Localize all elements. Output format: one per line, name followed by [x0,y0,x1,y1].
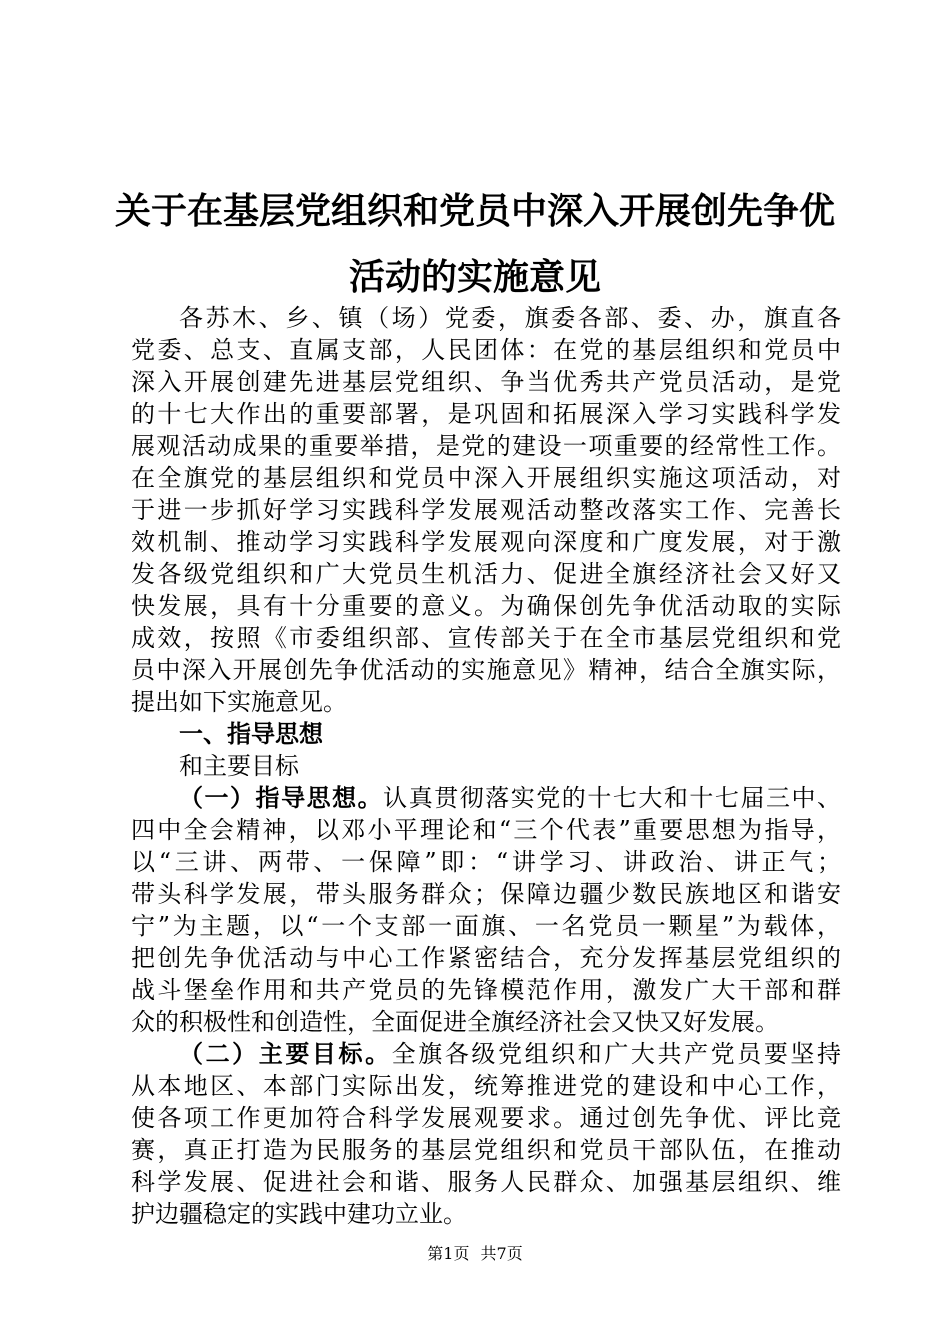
paragraph-line [131,782,841,814]
page-total: 共7页 [480,1244,523,1263]
document-title-line-2: 活动的实施意见 [348,257,601,298]
paragraph-line: 成效，按照《市委组织部、宣传部关于在全市基层党组织和党 [131,624,841,652]
paragraph-line: 宁”为主题，以“一个支部一面旗、一名党员一颗星”为载体， [131,912,841,940]
paragraph-line: 以“三讲、两带、一保障”即：“讲学习、讲政治、讲正气； [131,848,841,876]
page-number: 第1页 [427,1244,470,1263]
guiding-ideology-paragraph [131,782,841,1038]
paragraph-line: 四中全会精神，以邓小平理论和“三个代表”重要思想为指导， [131,816,841,844]
paragraph-line [131,1038,841,1070]
paragraph-line: 战斗堡垒作用和共产党员的先锋模范作用，激发广大干部和群 [131,976,841,1004]
section-heading: 一、指导思想 [179,720,323,748]
document-body [131,302,841,1230]
paragraph-line: 各苏木、乡、镇（场）党委，旗委各部、委、办，旗直各 [179,304,841,332]
paragraph-line: 快发展，具有十分重要的意义。为确保创先争优活动取的实际 [131,592,841,620]
paragraph-line: 在全旗党的基层组织和党员中深入开展组织实施这项活动，对 [131,464,841,492]
document-title-line-1: 关于在基层党组织和党员中深入开展创先争优 [114,191,835,232]
paragraph-line: 深入开展创建先进基层党组织、争当优秀共产党员活动，是党 [131,368,841,396]
intro-paragraph [131,302,841,718]
paragraph-line: 的十七大作出的重要部署，是巩固和拓展深入学习实践科学发 [131,400,841,428]
paragraph-line: 效机制、推动学习实践科学发展观向深度和广度发展，对于激 [131,528,841,556]
page-footer [0,1244,950,1264]
paragraph-line: 党委、总支、直属支部，人民团体：在党的基层组织和党员中 [131,336,841,364]
paragraph-line: 科学发展、促进社会和谐、服务人民群众、加强基层组织、维 [131,1168,841,1196]
section-subheading: 和主要目标 [179,752,299,780]
paragraph-line: 赛，真正打造为民服务的基层党组织和党员干部队伍，在推动 [131,1136,841,1164]
paragraph-label: （二）主要目标。 [179,1040,392,1068]
paragraph-line: 把创先争优活动与中心工作紧密结合，充分发挥基层党组织的 [131,944,841,972]
main-goals-paragraph [131,1038,841,1230]
paragraph-line-text: 认真贯彻落实党的十七大和十七届三中、 [383,784,842,812]
paragraph-line: 员中深入开展创先争优活动的实施意见》精神，结合全旗实际， [131,656,841,684]
paragraph-line: 众的积极性和创造性，全面促进全旗经济社会又快又好发展。 [131,1008,779,1036]
paragraph-line: 提出如下实施意见。 [131,688,347,716]
paragraph-line-text: 全旗各级党组织和广大共产党员要坚持 [391,1040,842,1068]
paragraph-line: 带头科学发展，带头服务群众；保障边疆少数民族地区和谐安 [131,880,841,908]
paragraph-line: 发各级党组织和广大党员生机活力、促进全旗经济社会又好又 [131,560,841,588]
paragraph-line: 护边疆稳定的实践中建功立业。 [131,1200,467,1228]
paragraph-label: （一）指导思想。 [179,784,384,812]
paragraph-line: 使各项工作更加符合科学发展观要求。通过创先争优、评比竞 [131,1104,841,1132]
paragraph-line: 于进一步抓好学习实践科学发展观活动整改落实工作、完善长 [131,496,841,524]
paragraph-line: 展观活动成果的重要举措，是党的建设一项重要的经常性工作。 [131,432,841,460]
paragraph-line: 从本地区、本部门实际出发，统筹推进党的建设和中心工作， [131,1072,841,1100]
